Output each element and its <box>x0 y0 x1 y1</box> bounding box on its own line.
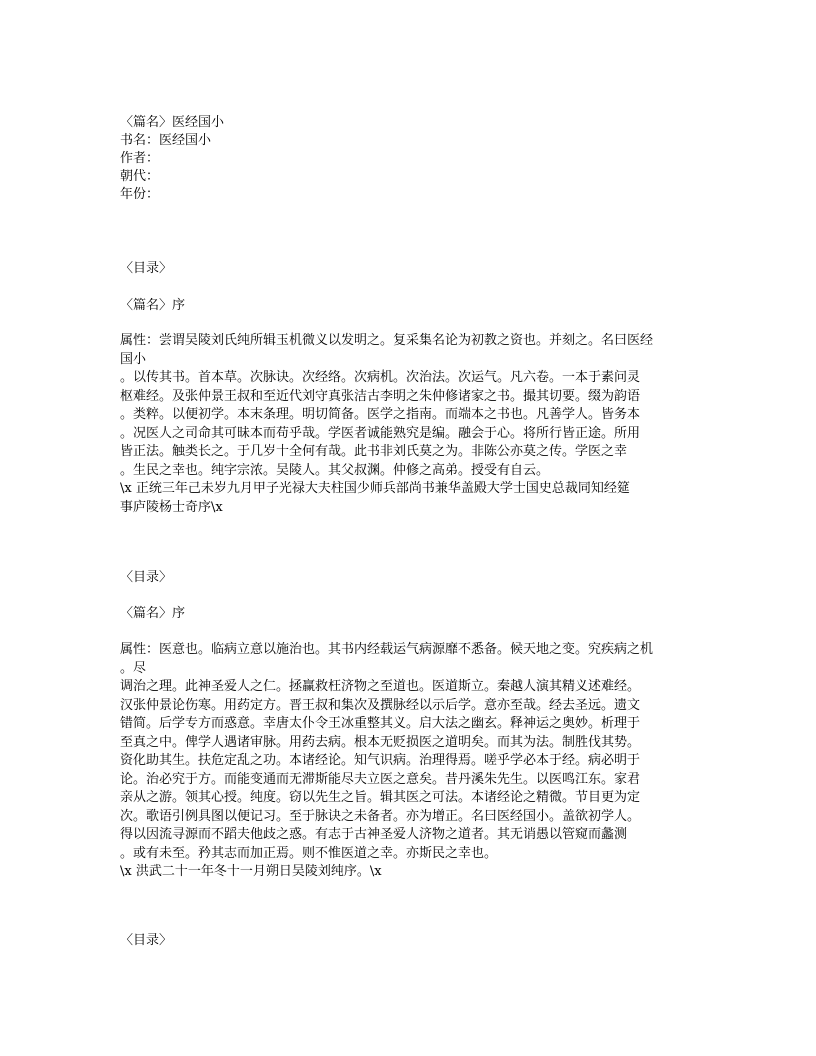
pianming-title: 〈篇名〉医经国小 <box>120 115 225 130</box>
preface-1-line: 国小 <box>120 351 147 367</box>
preface-2-line: 亲从之游。领其心授。纯度。窃以先生之旨。辑其医之可法。本诸经论之精微。节目更为定 <box>120 790 641 805</box>
preface-2-line: 属性：医意也。临病立意以施治也。其书内经载运气病源靡不悉备。候天地之变。究疾病之机 <box>120 642 654 657</box>
preface-2-line: 资化助其生。扶危定乱之功。本诸经论。知气识病。治理得焉。嗟乎学必本于经。病必明于 <box>120 753 641 768</box>
preface-2-line: 。尽 <box>120 660 147 676</box>
preface-2-line: 至真之中。俾学人遇诸审脉。用药去病。根本无贬损医之道明矣。而其为法。制胜伐其势。 <box>120 734 641 750</box>
section-title-2: 〈篇名〉序 <box>120 606 186 621</box>
preface-1-line: 。类粹。以便初学。本末条理。明切简备。医学之指南。而端本之书也。凡善学人。皆务本 <box>120 407 641 422</box>
preface-2-line: 论。治必究于方。而能变通而无滞斯能尽夫立医之意矣。昔丹溪朱先生。以医鸣江东。家君 <box>120 771 641 787</box>
preface-2-line: 汉张仲景论伤寒。用药定方。晋王叔和集次及撰脉经以示后学。意亦至哉。经去圣远。遗文 <box>120 697 641 713</box>
preface-1-line: 属性：尝谓吴陵刘氏纯所辑玉机微义以发明之。复采集名论为初教之资也。并刻之。名曰医经 <box>120 333 654 348</box>
preface-1-line: 枢难经。及张仲景王叔和至近代刘守真张洁古李明之朱仲修诸家之书。撮其切要。缀为韵语 <box>120 388 641 404</box>
author: 作者： <box>120 151 160 166</box>
preface-2-line: 调治之理。此神圣爱人之仁。拯赢救枉济物之至道也。医道斯立。秦越人演其精义述难经。 <box>120 679 641 694</box>
toc-heading-2: 〈目录〉 <box>120 570 173 585</box>
section-title-1: 〈篇名〉序 <box>120 298 186 313</box>
preface-1-signature: \x 正统三年己未岁九月甲子光禄大夫柱国少师兵部尚书兼华盖殿大学士国史总裁同知经筵 <box>120 481 630 496</box>
preface-1 <box>120 332 700 517</box>
dynasty: 朝代： <box>120 169 160 184</box>
preface-2 <box>120 641 700 882</box>
preface-1-signature: 事庐陵杨士奇序\x <box>120 499 223 515</box>
toc-heading-3: 〈目录〉 <box>120 933 173 948</box>
preface-1-line: 。生民之幸也。纯字宗浓。吴陵人。其父叔渊。仲修之高弟。授受有自云。 <box>120 462 550 478</box>
preface-2-signature: \x 洪武二十一年冬十一月朔日吴陵刘纯序。\x <box>120 864 382 879</box>
preface-1-line: 。况医人之司命其可昧本而苟乎哉。学医者诚能熟究是编。融会于心。将所行皆正途。所用 <box>120 425 641 441</box>
year: 年份： <box>120 187 160 202</box>
preface-1-line: 皆正法。触类长之。于几岁十全何有哉。此书非刘氏莫之为。非陈公亦莫之传。学医之幸 <box>120 444 628 459</box>
book-name: 书名：医经国小 <box>120 133 212 148</box>
preface-2-line: 。或有未至。矜其志而加正焉。则不惟医道之幸。亦斯民之幸也。 <box>120 845 498 861</box>
preface-2-line: 错简。后学专方而惑意。幸唐太仆令王冰重整其义。启大法之幽玄。释神运之奥妙。析理于 <box>120 716 641 731</box>
preface-2-line: 次。歌语引例具图以便记习。至于脉诀之未备者。亦为增正。名曰医经国小。盖欲初学人。 <box>120 808 641 824</box>
preface-1-line: 。以传其书。首本草。次脉诀。次经络。次病机。次治法。次运气。凡六卷。一本于素问灵 <box>120 370 641 385</box>
preface-2-line: 得以因流寻源而不蹈夫他歧之惑。有志于古神圣爱人济物之道者。其无诮愚以管窥而蠡测 <box>120 827 628 842</box>
document-header <box>120 114 700 204</box>
toc-heading-1: 〈目录〉 <box>120 261 173 276</box>
